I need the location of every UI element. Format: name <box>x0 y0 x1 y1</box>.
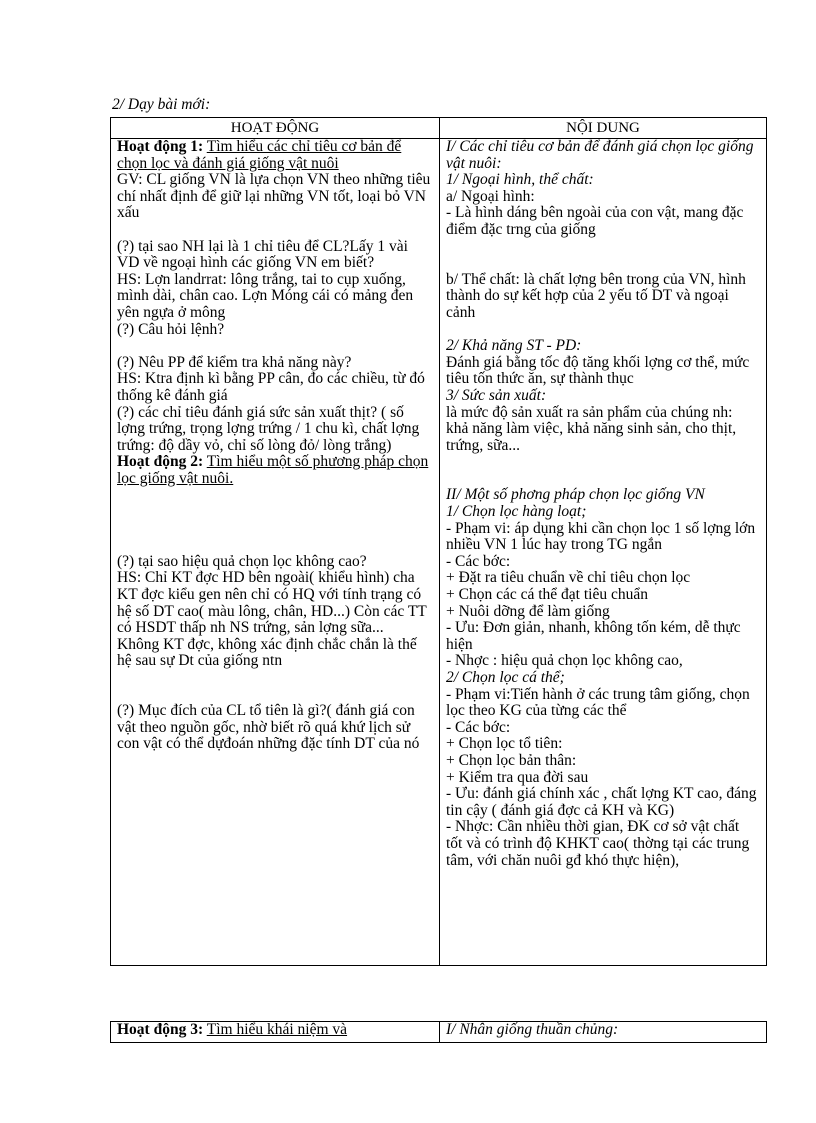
text-line: HS: Chỉ KT đợc HD bên ngoài( khiểu hình) cha KT đợc kiểu gen nên chỉ có HQ với tính trạng có hệ số DT cao( màu lông, chân, HD...) Còn các TT có HSDT thấp nh NS trứng, sản lợng sữa... <box>117 569 427 637</box>
text-line: GV: CL giống VN là lựa chọn VN theo những tiêu chí nhất định để giữ lại những VN tốt, loại bỏ VN xấu <box>117 171 431 222</box>
activity-title: Tìm hiểu các chỉ tiêu cơ bản để chọn lọc và đánh giá giống vật nuôi <box>117 138 402 172</box>
content-column <box>440 139 767 966</box>
activity-3-title: Tìm hiểu khái niệm và <box>206 1021 348 1038</box>
pure-breeding-heading: I/ Nhân giống thuần chủng: <box>446 1021 619 1038</box>
text-line: - Ưu: đánh giá chính xác , chất lợng KT cao, đáng tin cậy ( đánh giá đợc cả KH và KG) <box>446 785 757 819</box>
activity-cell <box>117 139 433 753</box>
activity-heading <box>117 139 433 172</box>
activity-column <box>111 139 440 966</box>
text-line: - Các bớc: <box>446 552 511 570</box>
spacer <box>446 255 760 272</box>
text-line: là mức độ sản xuất ra sản phẩm của chúng nh: khả năng làm việc, khả năng sinh sản, cho thịt, trứng, sữa... <box>446 403 737 454</box>
text-line: + Đặt ra tiêu chuẩn về chỉ tiêu chọn lọc <box>446 569 691 587</box>
text-line: + Kiểm tra qua đời sau <box>446 768 589 786</box>
spacer <box>117 222 433 239</box>
content-heading: II/ Một số phơng pháp chọn lọc giống VN <box>446 486 705 504</box>
text-line: Đánh giá bằng tốc độ tăng khối lợng cơ thể, mức tiêu tốn thức ăn, sự thành thục <box>446 353 750 388</box>
spacer <box>117 487 433 504</box>
lesson-table-continued <box>110 1021 767 1043</box>
header-content: NỘI DUNG <box>440 118 767 139</box>
spacer <box>117 504 433 521</box>
text-line: - Phạm vi: áp dụng khi cần chọn lọc 1 số lợng lớn nhiều VN 1 lúc hay trong TG ngắn <box>446 519 756 554</box>
spacer <box>446 471 760 488</box>
text-line: - Các bớc: <box>446 718 511 736</box>
header-activity: HOẠT ĐỘNG <box>111 118 440 139</box>
text-line: (?) Nêu PP để kiểm tra khả năng này? <box>117 353 352 371</box>
text-line: + Chọn lọc bản thân: <box>446 751 577 769</box>
text-line: (?) các chỉ tiêu đánh giá sức sản xuất thịt? ( số lợng trứng, trọng lợng trứng / 1 chu kì, chất lợng trứng: độ dầy vỏ, chỉ số lòng đỏ/ lòng trắng) <box>117 403 420 454</box>
text-line: - Nhợc: Cần nhiều thời gian, ĐK cơ sở vật chất tốt và có trình độ KHKT cao( thờng tại các trung tâm, với chăn nuôi gđ khó thực hiện), <box>446 818 750 869</box>
text-line: (?) Mục đích của CL tổ tiên là gì?( đánh giá con vật theo nguồn gốc, nhờ biết rõ quá khứ lịch sử con vật có thể dựđoán những đặc tính DT của nó <box>117 702 420 753</box>
spacer <box>446 454 760 471</box>
content-heading: 1/ Ngoại hình, thể chất: <box>446 171 594 189</box>
text-line: - Phạm vi:Tiến hành ở các trung tâm giống, chọn lọc theo KG của từng các thể <box>446 685 750 720</box>
content-heading: I/ Các chỉ tiêu cơ bản để đánh giá chọn lọc giống vật nuôi: <box>446 138 754 172</box>
text-line: - Nhợc : hiệu quả chọn lọc không cao, <box>446 652 683 670</box>
spacer <box>117 687 433 704</box>
activity-3-label: Hoạt động 3: <box>117 1021 204 1038</box>
text-line: (?) tại sao hiệu quả chọn lọc không cao? <box>117 552 367 570</box>
content-heading: 3/ Sức sản xuất: <box>446 386 547 404</box>
table-body-row <box>111 139 767 966</box>
table-header-row <box>111 118 767 139</box>
text-line: (?) Câu hỏi lệnh? <box>117 320 225 338</box>
lesson-table <box>110 117 767 966</box>
text-line: b/ Thể chất: là chất lợng bên trong của VN, hình thành do sự kết hợp của 2 yếu tố DT và ngoại cảnh <box>446 270 746 321</box>
content-heading: 2/ Khả năng ST - PD: <box>446 337 582 355</box>
pure-breeding-cell <box>440 1022 767 1043</box>
content-cell <box>446 139 760 869</box>
spacer <box>446 239 760 256</box>
activity-label: Hoạt động 2: <box>117 453 204 471</box>
spacer <box>117 521 433 538</box>
content-heading: 1/ Chọn lọc hàng loạt; <box>446 503 587 521</box>
activity-label: Hoạt động 1: <box>117 138 204 155</box>
activity-3-cell <box>111 1022 440 1043</box>
text-line: (?) tại sao NH lại là 1 chỉ tiêu để CL?Lấy 1 vài VD về ngoại hình các giống VN em biết? <box>117 237 408 272</box>
text-line: + Chọn các cá thể đạt tiêu chuẩn <box>446 586 648 604</box>
spacer <box>117 537 433 554</box>
spacer <box>117 670 433 687</box>
text-line: HS: Lợn landrrat: lông trắng, tai to cụp xuống, mình dài, chân cao. Lợn Móng cái có mảng đen yên ngựa ở mông <box>117 270 414 321</box>
activity-heading <box>117 454 433 487</box>
text-line: a/ Ngoại hình: <box>446 187 535 205</box>
text-line: - Ưu: Đơn giản, nhanh, không tốn kém, dễ thực hiện <box>446 619 741 653</box>
text-line: - Là hình dáng bên ngoài của con vật, mang đặc điểm đặc trng của giống <box>446 204 744 238</box>
text-line: + Chọn lọc tổ tiên: <box>446 735 563 753</box>
text-line: + Nuôi dỡng để làm giống <box>446 602 610 620</box>
text-line: HS: Ktra định kì bằng PP cân, đo các chiều, từ đó thống kê đánh giá <box>117 370 425 404</box>
text-line: Không KT đợc, không xác định chắc chắn là thế hệ sau sự Dt của giống ntn <box>117 635 417 670</box>
content-heading: 2/ Chọn lọc cá thể; <box>446 669 565 686</box>
activity-title: Tìm hiểu một số phương pháp chọn lọc giống vật nuôi. <box>117 453 429 487</box>
spacer <box>117 338 433 355</box>
table-row <box>111 1022 767 1043</box>
spacer <box>446 322 760 339</box>
section-title: 2/ Dạy bài mới: <box>112 96 211 113</box>
